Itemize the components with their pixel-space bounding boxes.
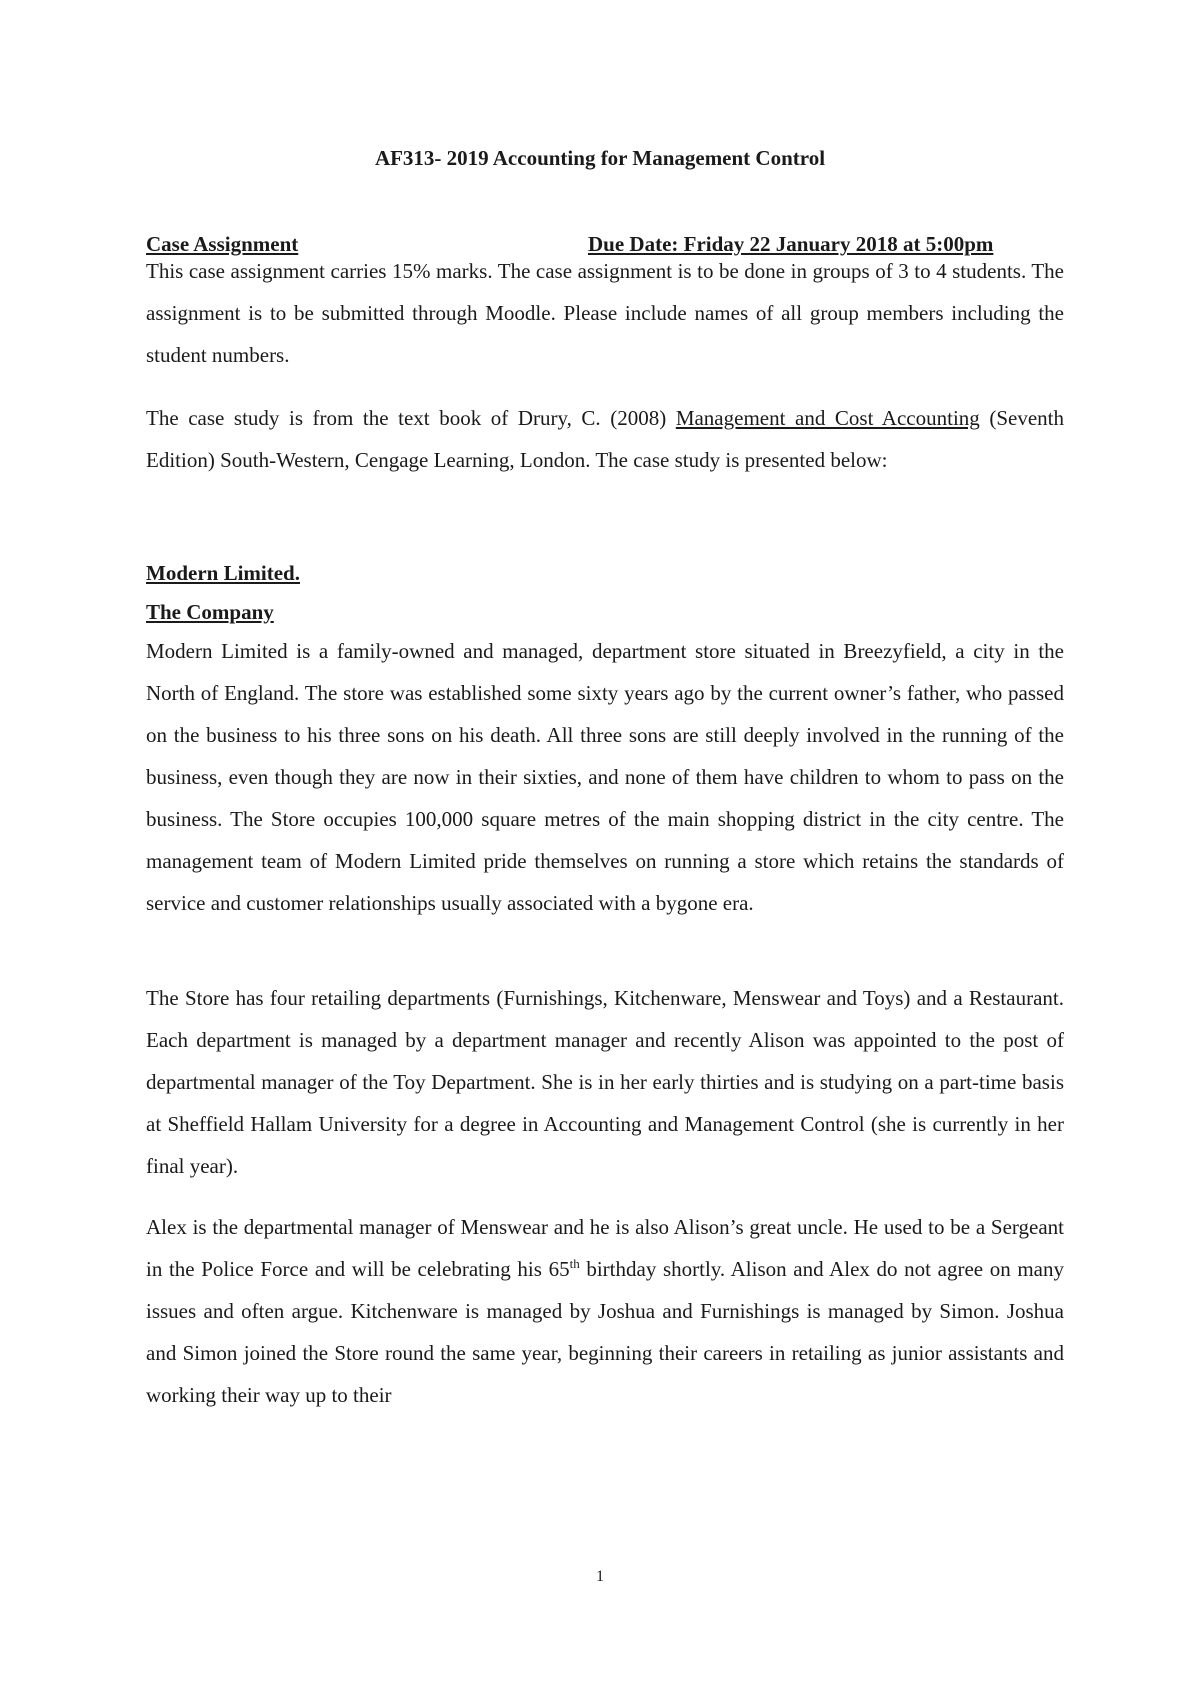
alex-paragraph [146, 1206, 1064, 1416]
intro-paragraph: This case assignment carries 15% marks. The case assignment is to be done in groups of 3 to 4 students. The assignment is to be submitted through Moodle. Please include names of all group members including the student numbers. [146, 259, 1064, 367]
the-company-heading: The Company [146, 600, 274, 624]
document-title: AF313- 2019 Accounting for Management Control [374, 146, 826, 170]
company-name-heading: Modern Limited. [146, 561, 300, 585]
page-number: 1 [596, 1568, 604, 1585]
departments-paragraph: The Store has four retailing departments (Furnishings, Kitchenware, Menswear and Toys) and a Restaurant. Each department is managed by a department manager and recently Alison was appointed to the post of departmental manager of the Toy Department. She is in her early thirties and is studying on a part-time basis at Sheffield Hallam University for a degree in Accounting and Management Control (she is currently in her final year). [146, 986, 1064, 1178]
case-assignment-heading: Case Assignment [146, 232, 299, 256]
company-paragraph: Modern Limited is a family-owned and managed, department store situated in Breezyfield, a city in the North of England. The store was established some sixty years ago by the current owner’s father, who passed on the business to his three sons on his death. All three sons are still deeply involved in the running of the business, even though they are now in their sixties, and none of them have children to whom to pass on the business. The Store occupies 100,000 square metres of the main shopping district in the city centre. The management team of Modern Limited pride themselves on running a store which retains the standards of service and customer relationships usually associated with a bygone era. [146, 639, 1064, 915]
alex-text-after: birthday shortly. Alison and Alex do not agree on many issues and often argue. Kitchenware is managed by Joshua and Furnishings is managed by Simon. Joshua and Simon joined the Store round the same year, beginning their careers in retailing as junior assistants and working their way up to their [146, 1257, 1064, 1407]
source-text-after: (Seventh Edition) South-Western, Cengage Learning, London. The case study is presented below: [146, 406, 1064, 472]
due-date: Due Date: Friday 22 January 2018 at 5:00pm [588, 232, 994, 256]
ordinal-suffix: th [569, 1256, 580, 1271]
alex-text-before: Alex is the departmental manager of Menswear and he is also Alison’s great uncle. He used to be a Sergeant in the Police Force and will be celebrating his 65 [146, 1215, 1064, 1281]
source-text-before: The case study is from the text book of Drury, C. (2008) [146, 406, 676, 430]
source-book-title: Management and Cost Accounting [675, 406, 980, 430]
source-paragraph [146, 397, 1064, 481]
